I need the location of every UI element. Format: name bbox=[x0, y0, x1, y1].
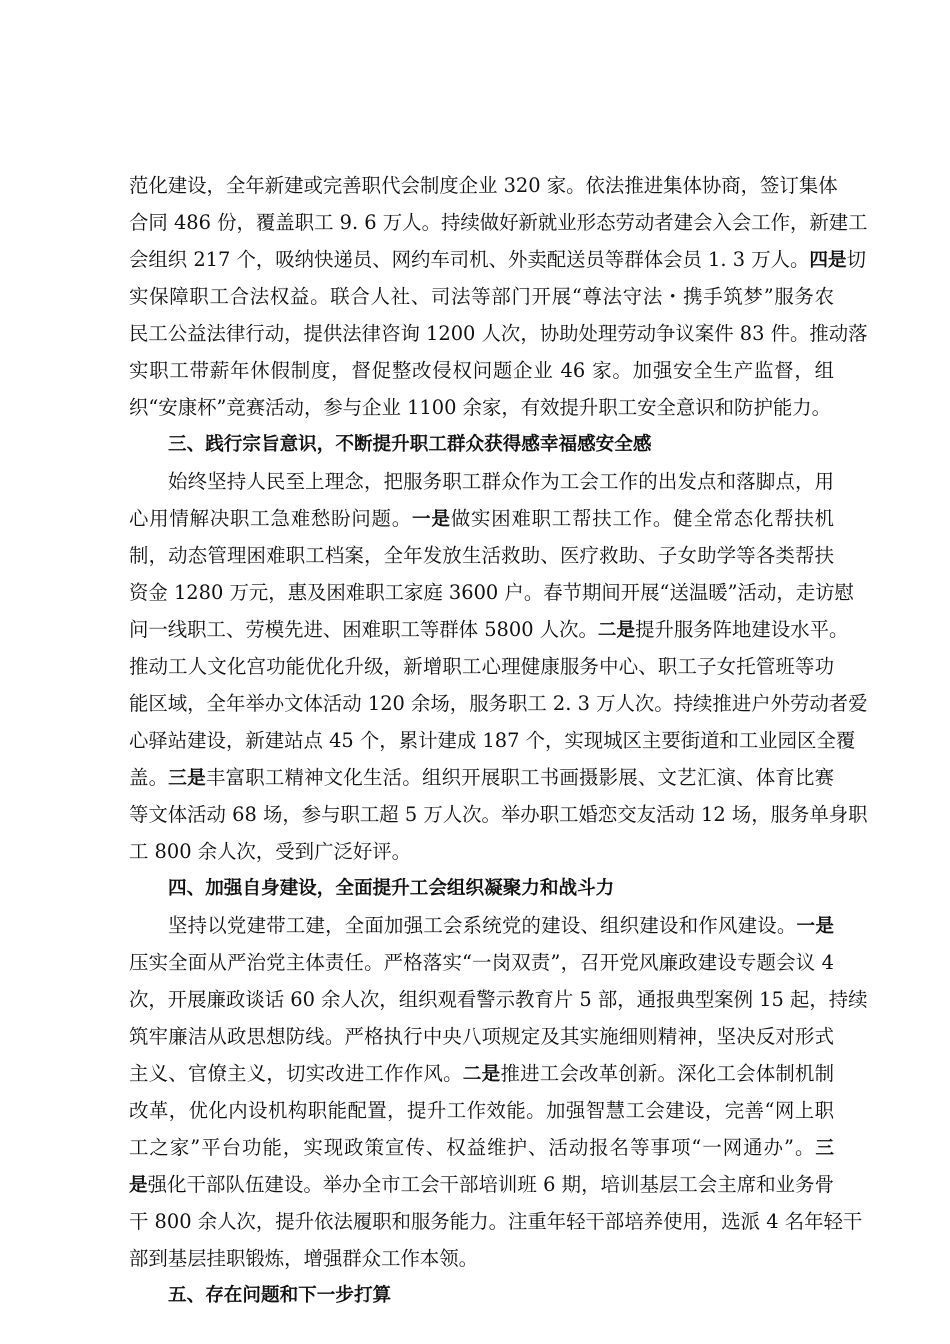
body-line bbox=[129, 316, 868, 352]
body-line bbox=[129, 353, 834, 389]
bold-lead-text: 二是 bbox=[597, 620, 636, 641]
body-line bbox=[168, 908, 834, 944]
heading-text: 五、存在问题和下一步打算 bbox=[168, 1285, 392, 1306]
body-line bbox=[168, 464, 834, 500]
body-line bbox=[129, 834, 834, 870]
text-run: 资金 1280 万元，惠及困难职工家庭 3600 户。春节期间开展“送温暖”活动，走访慰 bbox=[129, 581, 854, 604]
text-run: 次，开展廉政谈话 60 余人次，组织观看警示教育片 5 部，通报典型案例 15 起，持续 bbox=[129, 988, 868, 1011]
body-line bbox=[129, 538, 834, 574]
body-line bbox=[129, 1204, 863, 1240]
body-line bbox=[129, 1056, 834, 1092]
bold-lead-text: 是 bbox=[129, 1175, 148, 1196]
text-run: 会组织 217 个，吸纳快递员、网约车司机、外卖配送员等群体会员 1. 3 万人。 bbox=[129, 248, 810, 271]
text-run: 心用情解决职工急难愁盼问题。 bbox=[129, 507, 412, 530]
bold-lead-text: 一是 bbox=[796, 916, 834, 937]
text-run: 制，动态管理困难职工档案，全年发放生活救助、医疗救助、子女助学等各类帮扶 bbox=[129, 544, 834, 567]
text-run: 织“安康杯”竞赛活动，参与企业 1100 余家，有效提升职工安全意识和防护能力。 bbox=[129, 396, 831, 419]
text-run: 压实全面从严治党主体责任。严格落实“一岗双责”，召开党风廉政建设专题会议 4 bbox=[129, 951, 834, 974]
body-line bbox=[129, 1019, 834, 1055]
text-run: 干 800 余人次，提升依法履职和服务能力。注重年轻干部培养使用，选派 4 名年轻干 bbox=[129, 1210, 863, 1233]
body-line bbox=[129, 575, 854, 611]
text-run: 做实困难职工帮扶工作。健全常态化帮扶机 bbox=[450, 507, 835, 530]
body-line bbox=[129, 649, 834, 685]
text-run: 范化建设，全年新建或完善职代会制度企业 320 家。依法推进集体协商，签订集体 bbox=[129, 174, 838, 197]
heading-text: 三、践行宗旨意识，不断提升职工群众获得感幸福感安全感 bbox=[168, 434, 652, 455]
text-run: 推进工会改革创新。深化工会体制机制 bbox=[500, 1062, 835, 1085]
body-line bbox=[129, 760, 834, 796]
section-heading bbox=[168, 427, 834, 463]
text-run: 实职工带薪年休假制度，督促整改侵权问题企业 46 家。加强安全生产监督，组 bbox=[129, 359, 834, 382]
section-heading bbox=[168, 871, 834, 907]
body-line bbox=[129, 390, 834, 426]
body-line bbox=[129, 168, 838, 204]
text-run: 等文体活动 68 场，参与职工超 5 万人次。举办职工婚恋交友活动 12 场，服务单身职 bbox=[129, 803, 868, 826]
bold-lead-text: 三是 bbox=[168, 768, 206, 789]
text-run: 工 800 余人次，受到广泛好评。 bbox=[129, 840, 412, 863]
text-run: 部到基层挂职锻炼，增强群众工作本领。 bbox=[129, 1247, 479, 1270]
bold-lead-text: 三 bbox=[815, 1138, 834, 1159]
text-run: 主义、官僚主义，切实改进工作作风。 bbox=[129, 1062, 463, 1085]
body-line bbox=[129, 797, 868, 833]
body-line bbox=[129, 686, 868, 722]
body-line bbox=[129, 723, 856, 759]
text-run: 民工公益法律行动，提供法律咨询 1200 人次，协助处理劳动争议案件 83 件。推动落 bbox=[129, 322, 868, 345]
bold-lead-text: 一是 bbox=[411, 509, 451, 530]
body-line bbox=[129, 982, 868, 1018]
text-run: 切 bbox=[846, 248, 866, 271]
text-run: 坚持以党建带工建，全面加强工会系统党的建设、组织建设和作风建设。 bbox=[168, 914, 797, 937]
body-line bbox=[129, 1241, 834, 1277]
text-run: 能区域，全年举办文体活动 120 余场，服务职工 2. 3 万人次。持续推进户外劳动者爱 bbox=[129, 692, 868, 715]
body-line bbox=[129, 945, 834, 981]
text-run: 始终坚持人民至上理念，把服务职工群众作为工会工作的出发点和落脚点，用 bbox=[168, 470, 834, 493]
bold-lead-text: 二是 bbox=[462, 1064, 501, 1085]
text-run: 问一线职工、劳模先进、困难职工等群体 5800 人次。 bbox=[129, 618, 598, 641]
text-run: 提升服务阵地建设水平。 bbox=[635, 618, 849, 641]
body-line bbox=[129, 205, 868, 241]
body-line bbox=[129, 1130, 834, 1166]
body-line bbox=[129, 1167, 834, 1203]
text-run: 心驿站建设，新建站点 45 个，累计建成 187 个，实现城区主要街道和工业园区全覆 bbox=[129, 729, 856, 752]
body-line bbox=[129, 279, 834, 315]
text-run: 丰富职工精神文化生活。组织开展职工书画摄影展、文艺汇演、体育比赛 bbox=[205, 766, 835, 789]
section-heading bbox=[168, 1278, 834, 1314]
heading-text: 四、加强自身建设，全面提升工会组织凝聚力和战斗力 bbox=[168, 878, 615, 899]
text-run: 工之家”平台功能，实现政策宣传、权益维护、活动报名等事项“一网通办”。 bbox=[129, 1136, 816, 1159]
text-run: 合同 486 份，覆盖职工 9. 6 万人。持续做好新就业形态劳动者建会入会工作，新建工 bbox=[129, 211, 868, 234]
text-run: 改革，优化内设机构职能配置，提升工作效能。加强智慧工会建设，完善“网上职 bbox=[129, 1099, 834, 1122]
bold-lead-text: 四是 bbox=[809, 250, 847, 271]
body-line bbox=[129, 1093, 834, 1129]
body-line bbox=[129, 501, 834, 537]
body-line bbox=[129, 612, 849, 648]
text-run: 实保障职工合法权益。联合人社、司法等部门开展“尊法守法・携手筑梦”服务农 bbox=[129, 285, 834, 308]
text-run: 强化干部队伍建设。举办全市工会干部培训班 6 期，培训基层工会主席和业务骨 bbox=[147, 1173, 834, 1196]
text-run: 筑牢廉洁从政思想防线。严格执行中央八项规定及其实施细则精神，坚决反对形式 bbox=[129, 1025, 834, 1048]
text-run: 盖。 bbox=[129, 766, 169, 789]
body-line bbox=[129, 242, 866, 278]
text-run: 推动工人文化宫功能优化升级，新增职工心理健康服务中心、职工子女托管班等功 bbox=[129, 655, 834, 678]
